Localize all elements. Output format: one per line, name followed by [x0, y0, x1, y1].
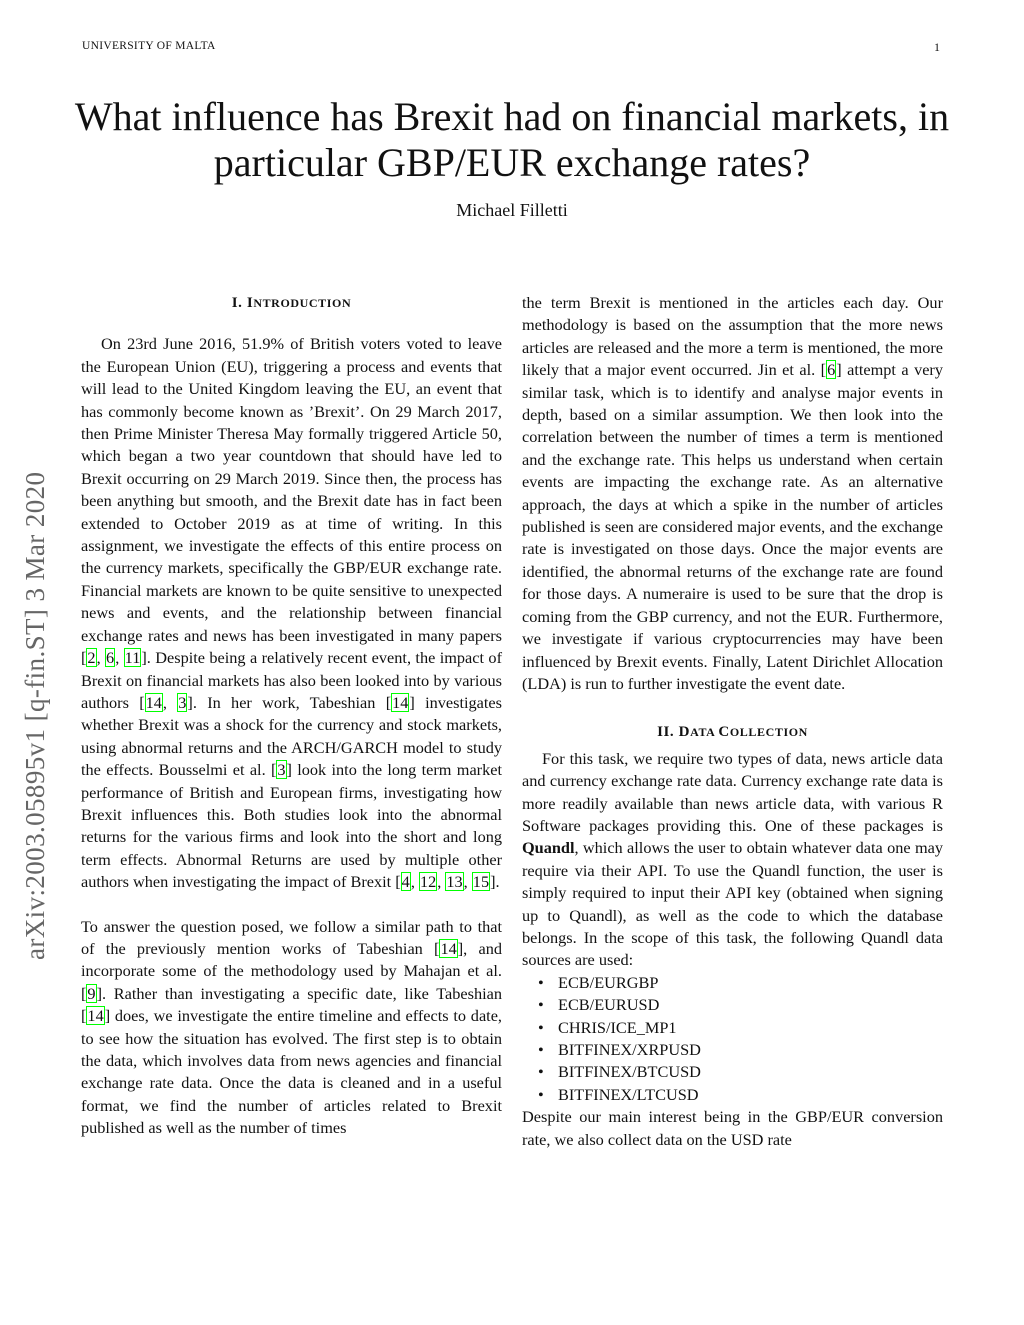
- citation-link[interactable]: 4: [401, 872, 410, 892]
- paper-title: What influence has Brexit had on financial markets, in particular GBP/EUR exchange rates?: [74, 94, 950, 185]
- bullet-icon: •: [538, 1040, 544, 1059]
- intro-paragraph-1: On 23rd June 2016, 51.9% of British voters voted to leave the European Union (EU), triggering a process and events that will lead to the United Kingdom leaving the EU, an event that has commonly become known as ’Brexit’. On 29 March 2017, then Prime Minister Theresa May formally triggered Article 50, which began a two year countdown that should have led to Brexit occurring on 29 March 2019. Since then, the process has been anything but smooth, and the Brexit date has in fact been extended to October 2019 as at time of writing. In this assignment, we investigate the effects of this entire process on the currency markets, specifically the GBP/EUR exchange rate. Financial markets are known to be quite sensitive to unexpected news and events, and the relationship between financial exchange rates and news has been investigated in many papers [2, 6, 11]. Despite being a relatively recent event, the impact of Brexit on financial markets has also been looked into by various authors [14, 3]. In her work, Tabeshian [14] investigates whether Brexit was a shock for the currency and stock markets, using abnormal returns and the ARCH/GARCH model to study the effects. Bousselmi et al. [3] look into the long term market performance of British and European firms, investigating how Brexit influences this. Both studies look into the abnormal returns for the various firms and look into the short and long term effects. Abnormal Returns are used by multiple other authors when investigating the impact of Brexit [4, 12, 13, 15].: [81, 334, 502, 892]
- list-item: • BITFINEX/LTCUSD: [538, 1084, 943, 1106]
- list-item: • BITFINEX/XRPUSD: [538, 1039, 943, 1061]
- citation-link[interactable]: 13: [446, 872, 463, 892]
- right-column: [522, 292, 943, 1151]
- left-column: [81, 292, 502, 1140]
- section-heading-data-collection: II. DATA COLLECTION: [657, 724, 808, 741]
- running-header: UNIVERSITY OF MALTA: [82, 40, 216, 52]
- list-item: • ECB/EURUSD: [538, 994, 943, 1016]
- citation-link[interactable]: 11: [124, 648, 141, 668]
- bullet-icon: •: [538, 1017, 544, 1037]
- citation-link[interactable]: 14: [392, 692, 409, 712]
- citation-link[interactable]: 9: [87, 983, 96, 1003]
- author-name: Michael Filletti: [456, 200, 568, 220]
- bullet-icon: •: [538, 995, 544, 1015]
- quandl-source-list: [522, 972, 943, 1106]
- citation-link[interactable]: 3: [277, 760, 286, 780]
- quandl-package-name: Quandl: [522, 838, 575, 858]
- citation-link[interactable]: 14: [87, 1006, 104, 1026]
- arxiv-identifier: arXiv:2003.05895v1 [q-fin.ST] 3 Mar 2020: [20, 471, 50, 960]
- citation-link[interactable]: 6: [106, 648, 115, 668]
- page-number: 1: [934, 40, 940, 54]
- data-paragraph-2: Despite our main interest being in the GBP/EUR conversion rate, we also collect data on the USD rate: [522, 1107, 943, 1149]
- list-item: • BITFINEX/BTCUSD: [538, 1061, 943, 1083]
- citation-link[interactable]: 3: [178, 692, 187, 712]
- intro-paragraph-2-continued: the term Brexit is mentioned in the articles each day. Our methodology is based on the assumption that the more news articles are released and the more a term is mentioned, the more likely that a major event occurred. Jin et al. [6] attempt a very similar task, which is to identify and analyse major events in depth, based on a similar assumption. We then look into the correlation between the number of times a term is mentioned and the exchange rate. This helps us understand when certain events are impacting the exchange rate. As an alternative approach, the days at which a spike in the number of articles published is seen are considered major events, and the exchange rate is investigated on those days. Once the major events are identified, the abnormal returns of the exchange rate are found for those days. A numeraire is used to be sure that the drop is coming from the GBP currency, and not the EUR. Furthermore, we investigate if various cryptocurrencies may have been influenced by Brexit events. Finally, Latent Dirichlet Allocation (LDA) is run to further investigate the event date.: [522, 293, 943, 693]
- citation-link[interactable]: 12: [419, 872, 437, 892]
- citation-link[interactable]: 2: [87, 648, 96, 668]
- citation-link[interactable]: 14: [145, 692, 162, 712]
- data-paragraph-1: For this task, we require two types of data, news article data and currency exchange rate data. Currency exchange rate data is more readily available than news article data, with various R Software packages providing this. One of these packages is Quandl, which allows the user to obtain whatever data one may require via their API. To use the Quandl function, the user is simply required to input their API key (obtained when signing up to Quandl), as well as the code to which the database belongs. In the scope of this task, the following Quandl data sources are used:: [522, 748, 943, 970]
- list-item: • ECB/EURGBP: [538, 972, 943, 994]
- bullet-icon: •: [538, 1084, 544, 1104]
- intro-paragraph-2: To answer the question posed, we follow a similar path to that of the previously mention works of Tabeshian [14], and incorporate some of the methodology used by Mahajan et al. [9]. Rather than investigating a specific date, like Tabeshian [14] does, we investigate the entire timeline and effects to date, to see how the situation has evolved. The first step is to obtain the data, which involves data from news agencies and financial exchange rate data. Once the data is cleaned and in a useful format, we find the number of articles related to Brexit published as well as the number of times: [81, 916, 503, 1138]
- section-heading-introduction: I. INTRODUCTION: [231, 295, 352, 311]
- citation-link[interactable]: 15: [472, 872, 490, 892]
- bullet-icon: •: [538, 972, 544, 992]
- list-item: • CHRIS/ICE_MP1: [538, 1017, 943, 1039]
- citation-link[interactable]: 14: [440, 938, 457, 958]
- bullet-icon: •: [538, 1062, 544, 1082]
- citation-link[interactable]: 6: [827, 360, 836, 380]
